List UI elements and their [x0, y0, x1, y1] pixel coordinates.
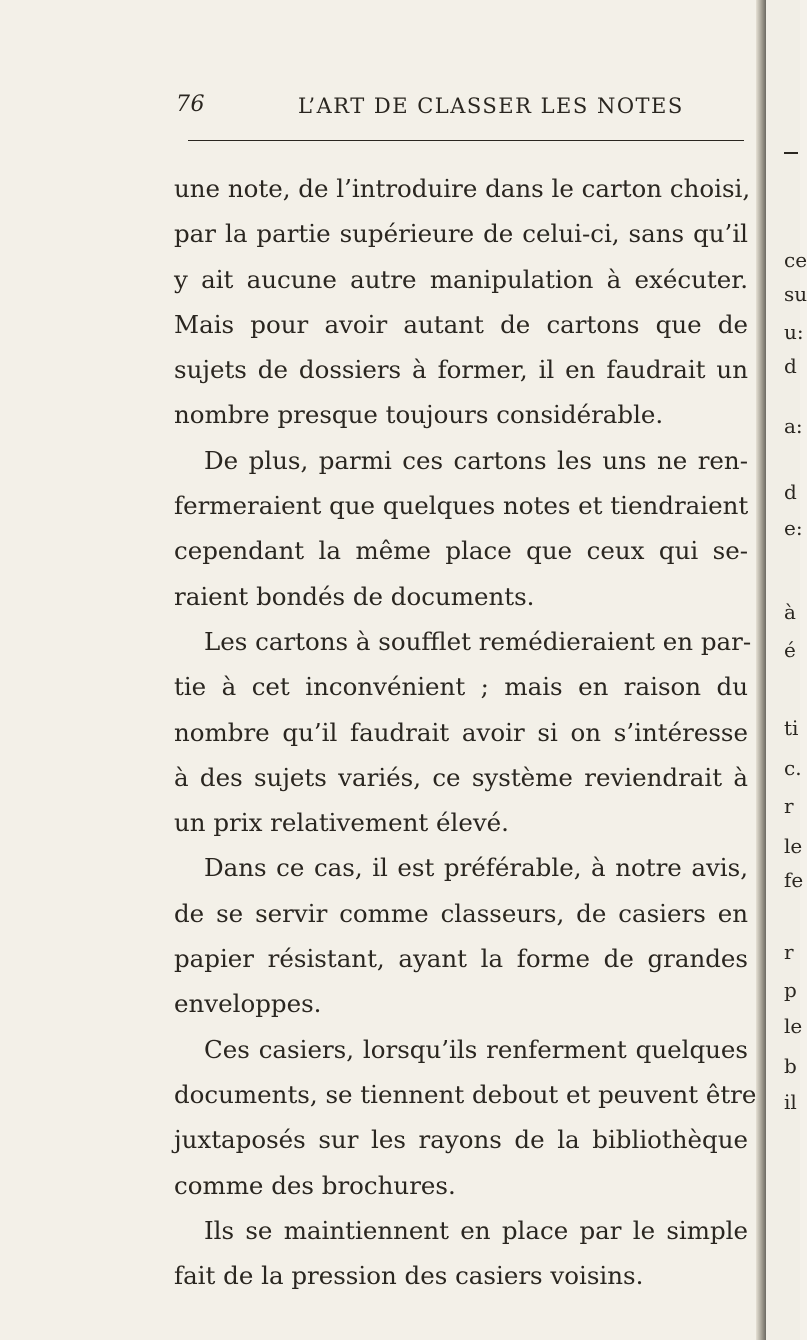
- page-gutter: [756, 0, 766, 1340]
- text-line: juxtaposés sur les rayons de la bibliothèque: [174, 1125, 748, 1155]
- facing-page-fragment: u:: [784, 320, 804, 344]
- text-line: Ils se maintiennent en place par le simple: [204, 1215, 748, 1245]
- header-rule: [188, 140, 744, 141]
- text-line: Les cartons à soufflet remédieraient en par-: [204, 626, 752, 656]
- text-line: De plus, parmi ces cartons les uns ne ren-: [204, 445, 748, 475]
- facing-page-fragment: su: [784, 282, 807, 306]
- facing-page-fragment: ce: [784, 248, 807, 272]
- text-line: documents, se tiennent debout et peuvent être: [174, 1079, 757, 1109]
- text-line: par la partie supérieure de celui-ci, sans qu’il: [174, 219, 748, 249]
- text-line: à des sujets variés, ce système reviendrait à: [174, 762, 748, 792]
- facing-page-fragment: a:: [784, 414, 803, 438]
- facing-page-text: [784, 248, 807, 1250]
- text-line: fait de la pression des casiers voisins.: [174, 1261, 644, 1291]
- facing-page-fragment: d: [784, 354, 797, 378]
- text-line: Dans ce cas, il est préférable, à notre avis,: [204, 853, 748, 883]
- facing-page-fragment: à: [784, 600, 796, 624]
- facing-page-fragment: ti: [784, 716, 799, 740]
- facing-page-fragment: p: [784, 978, 797, 1002]
- facing-page-fragment: d: [784, 480, 797, 504]
- text-line: nombre qu’il faudrait avoir si on s’intéresse: [174, 717, 748, 747]
- page-header-title: L’ART DE CLASSER LES NOTES: [298, 94, 684, 118]
- facing-page-fragment: é: [784, 638, 796, 662]
- facing-page-fragment: b: [784, 1054, 797, 1078]
- text-line: un prix relativement élevé.: [174, 808, 509, 838]
- text-line: y ait aucune autre manipulation à exécuter.: [174, 264, 748, 294]
- text-line: papier résistant, ayant la forme de grandes: [174, 944, 748, 974]
- running-head: [0, 92, 760, 122]
- text-line: tie à cet inconvénient ; mais en raison du: [174, 672, 748, 702]
- text-line: nombre presque toujours considérable.: [174, 400, 664, 430]
- facing-page-fragment: le: [784, 1014, 803, 1038]
- facing-page-fragment: r: [784, 794, 794, 818]
- facing-page-fragment: c.: [784, 756, 802, 780]
- body-text: [174, 166, 757, 1298]
- facing-page-fragment: il: [784, 1090, 797, 1114]
- text-line: Mais pour avoir autant de cartons que de: [174, 309, 748, 339]
- text-line: Ces casiers, lorsqu’ils renferment quelques: [204, 1034, 748, 1064]
- facing-page-fragment: e:: [784, 516, 803, 540]
- text-line: raient bondés de documents.: [174, 581, 535, 611]
- text-line: comme des brochures.: [174, 1170, 456, 1200]
- page-number: 76: [176, 92, 205, 117]
- text-line: sujets de dossiers à former, il en faudrait un: [174, 355, 748, 385]
- facing-page-fragment: fe: [784, 868, 804, 892]
- facing-page-fragment: r: [784, 940, 794, 964]
- facing-page-dash: [784, 152, 798, 154]
- text-line: une note, de l’introduire dans le carton choisi,: [174, 174, 751, 203]
- text-line: de se servir comme classeurs, de casiers en: [174, 898, 748, 928]
- text-line: enveloppes.: [174, 989, 322, 1019]
- facing-page-fragment: le: [784, 834, 803, 858]
- text-line: cependant la même place que ceux qui se-: [174, 536, 748, 566]
- text-line: fermeraient que quelques notes et tiendraient: [174, 491, 749, 521]
